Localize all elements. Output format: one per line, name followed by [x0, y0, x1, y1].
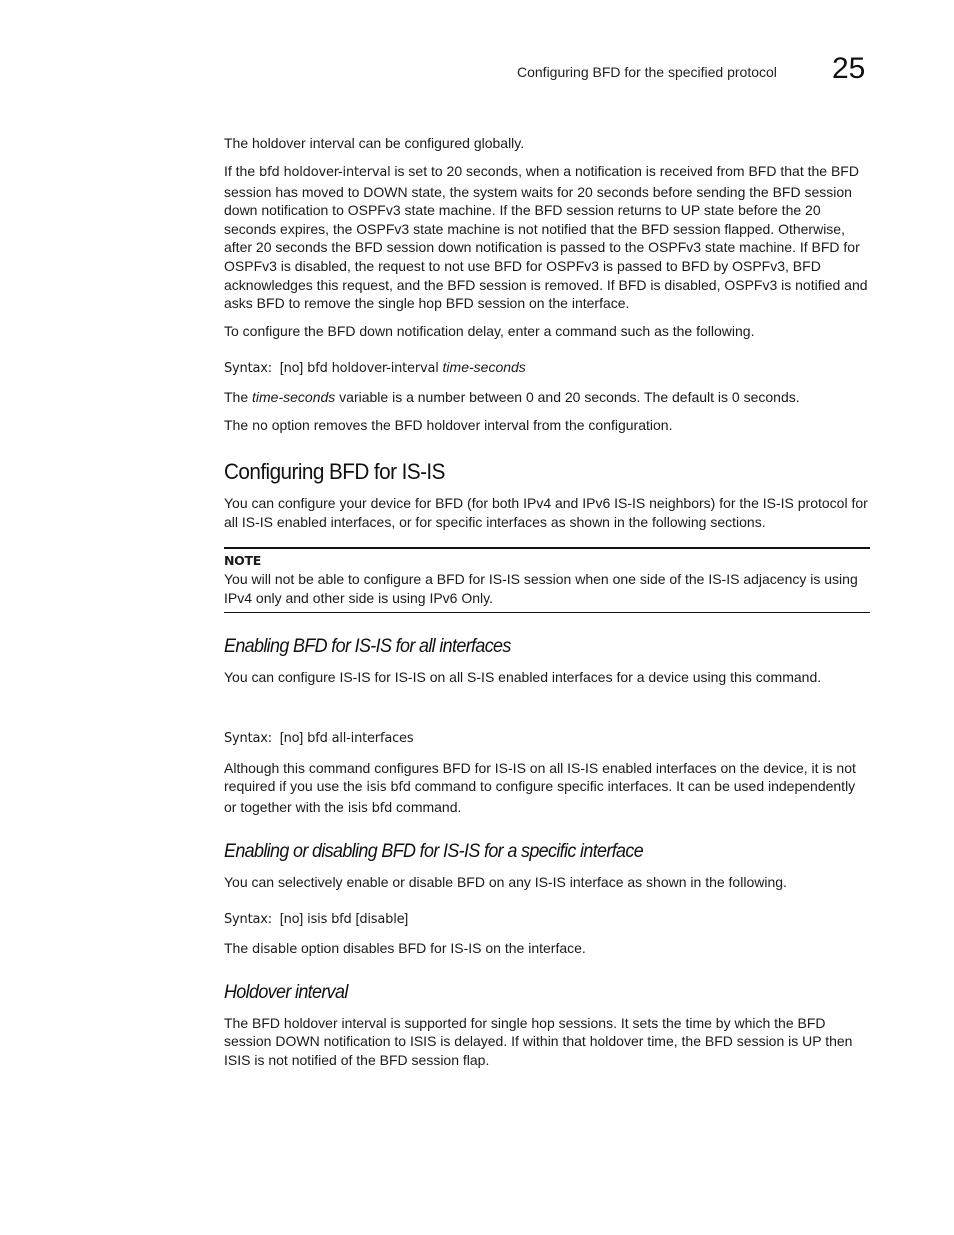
paragraph-all-interfaces-usage: Although this command configures BFD for IS-IS on all IS-IS enabled interfaces on the device, it is not required if you use the isis bfd command to configure specific interfaces. It can be used independently or together with the isis bfd command.: [224, 759, 856, 816]
paragraph-holdover-ospfv3: If the bfd holdover-interval is set to 20 seconds, when a notification is received from BFD that the BFD session has moved to DOWN state, the system waits for 20 seconds before sending the BFD session down notification to OSPFv3 state machine. If the BFD session returns to UP state before the 20 seconds expires, the OSPFv3 state machine is not notified that the BFD session flapped. Otherwise, after 20 seconds the BFD session down notification is passed to the OSPFv3 state machine. If BFD for OSPFv3 is disabled, the request to not use BFD for OSPFv3 is passed to BFD by OSPFv3, BFD acknowledges this request, and the BFD session is removed. If BFD is disabled, OSPFv3 is notified and asks BFD to remove the single hop BFD session on the interface.: [224, 163, 868, 312]
syntax-holdover-interval: Syntax: [no] bfd holdover-interval time-seconds: [224, 358, 526, 376]
paragraph-time-seconds: The time-seconds variable is a number between 0 and 20 seconds. The default is 0 seconds.: [224, 389, 800, 406]
paragraph-configure-delay: To configure the BFD down notification delay, enter a command such as the following.: [224, 323, 755, 340]
paragraph-disable-option: The disable option disables BFD for IS-IS on the interface.: [224, 939, 586, 957]
note-box: [224, 547, 870, 614]
running-header-title: Configuring BFD for the specified protocol: [517, 64, 777, 80]
section-heading-isis: Configuring BFD for IS-IS: [224, 458, 445, 484]
paragraph-all-interfaces: You can configure IS-IS for IS-IS on all S-IS enabled interfaces for a device using this command.: [224, 668, 822, 685]
paragraph-specific-interface: You can selectively enable or disable BFD on any IS-IS interface as shown in the following.: [224, 873, 787, 890]
paragraph-holdover-isis: The BFD holdover interval is supported for single hop sessions. It sets the time by which the BFD session DOWN notification to ISIS is delayed. If within that holdover time, the BFD session is UP then ISIS is not notified of the BFD session flap.: [224, 1014, 853, 1068]
note-label: NOTE: [224, 552, 261, 568]
paragraph-holdover-global: The holdover interval can be configured globally.: [224, 135, 525, 151]
chapter-number: 25: [832, 52, 866, 85]
subsection-heading-all-interfaces: Enabling BFD for IS-IS for all interfaces: [224, 635, 511, 658]
paragraph-no-option: The no option removes the BFD holdover interval from the configuration.: [224, 417, 673, 435]
paragraph-isis-intro: You can configure your device for BFD (for both IPv4 and IPv6 IS-IS neighbors) for the IS-IS protocol for all IS-IS enabled interfaces, or for specific interfaces as shown in the following sections.: [224, 495, 868, 530]
page-content: [224, 134, 870, 1079]
subsection-heading-holdover: Holdover interval: [224, 981, 348, 1004]
command-text: bfd holdover-interval: [259, 165, 391, 181]
syntax-isis-bfd: Syntax: [no] isis bfd [disable]: [224, 909, 409, 927]
subsection-heading-specific-interface: Enabling or disabling BFD for IS-IS for a specific interface: [224, 840, 644, 863]
note-text: You will not be able to configure a BFD for IS-IS session when one side of the IS-IS adjacency is using IPv4 only and other side is using IPv6 Only.: [224, 571, 858, 606]
syntax-all-interfaces: Syntax: [no] bfd all-interfaces: [224, 729, 414, 747]
